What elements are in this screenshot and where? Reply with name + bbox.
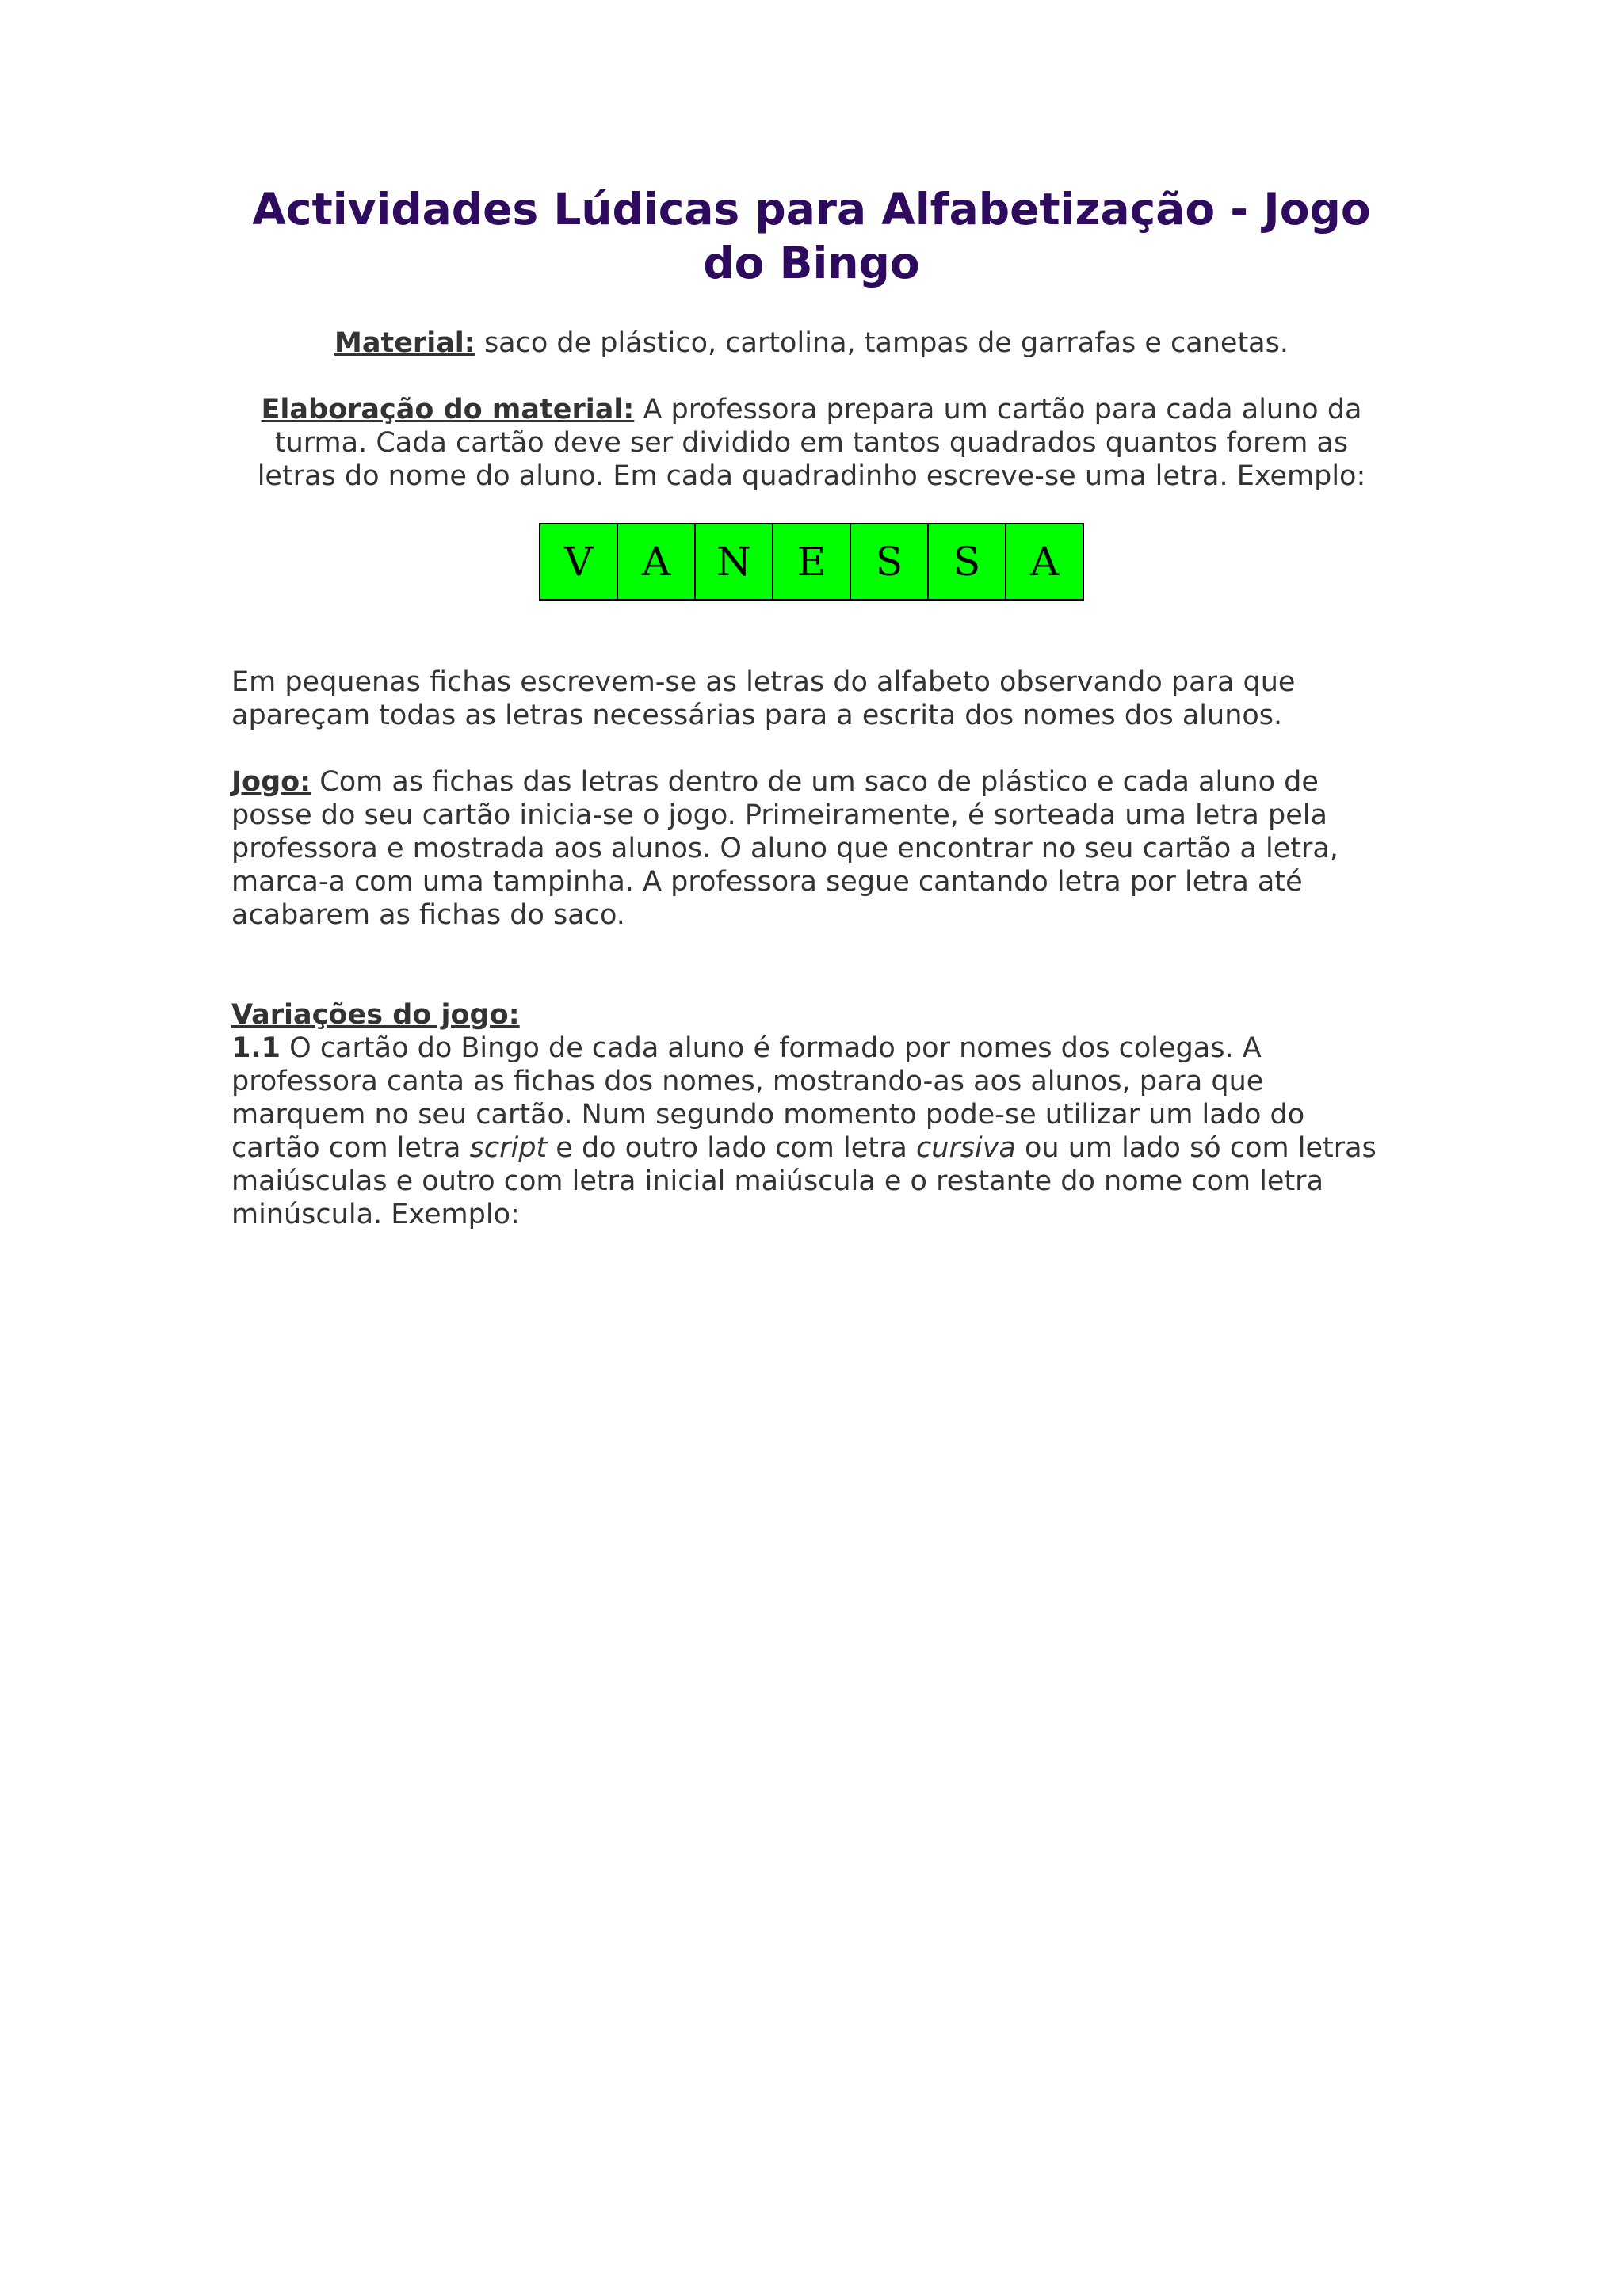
elaboracao-paragraph <box>231 393 1392 493</box>
variacoes-text-3: ou um lado só com letras maiúsculas e outro com letra inicial maiúscula e o restante do nome com letra minúscula. Exemplo: <box>231 1132 1377 1230</box>
page-title: Actividades Lúdicas para Alfabetização - Jogo do Bingo <box>252 184 1371 288</box>
material-label: Material: <box>334 327 475 359</box>
variacoes-label: Variações do jogo: <box>231 999 520 1031</box>
fichas-paragraph: Em pequenas fichas escrevem-se as letras do alfabeto observando para que apareçam todas as letras necessárias para a escrita dos nomes dos alunos. <box>231 666 1296 731</box>
bingo-cell: S <box>851 524 929 599</box>
bingo-cell: N <box>696 524 773 599</box>
bingo-cell: V <box>540 524 618 599</box>
elaboracao-label: Elaboração do material: <box>261 394 635 425</box>
bingo-cell: A <box>618 524 696 599</box>
jogo-paragraph <box>231 765 1392 932</box>
document-page <box>231 182 1392 1231</box>
variacoes-text-1: O cartão do Bingo de cada aluno é formado por nomes dos colegas. A professora canta as fichas dos nomes, mostrando-as aos alunos, para que marquem no seu cartão. Num segundo momento pode-se utilizar um lado do cartão com letra <box>231 1032 1305 1164</box>
elaboracao-text: A professora prepara um cartão para cada aluno da turma. Cada cartão deve ser dividido em tantos quadrados quantos forem as letras do nome do aluno. Em cada quadradinho escreve-se uma letra. Exemplo: <box>257 394 1366 492</box>
bingo-cell: A <box>1006 524 1083 599</box>
bingo-card-example <box>539 523 1084 601</box>
bingo-cell: E <box>773 524 851 599</box>
item-number: 1.1 <box>231 1032 281 1064</box>
cursiva-term: cursiva <box>915 1132 1016 1164</box>
script-term: script <box>469 1132 548 1164</box>
material-paragraph <box>231 326 1392 360</box>
bingo-cell: S <box>929 524 1006 599</box>
material-text: saco de plástico, cartolina, tampas de garrafas e canetas. <box>475 327 1289 359</box>
jogo-label: Jogo: <box>231 766 311 798</box>
variacoes-heading <box>231 998 1392 1032</box>
variacoes-text-2: e do outro lado com letra <box>547 1132 916 1164</box>
variacoes-item <box>231 1032 1392 1231</box>
jogo-text: Com as fichas das letras dentro de um saco de plástico e cada aluno de posse do seu cartão inicia-se o jogo. Primeiramente, é sorteada uma letra pela professora e mostrada aos alunos. O aluno que encontrar no seu cartão a letra, marca-a com uma tampinha. A professora segue cantando letra por letra até acabarem as fichas do saco. <box>231 766 1338 931</box>
